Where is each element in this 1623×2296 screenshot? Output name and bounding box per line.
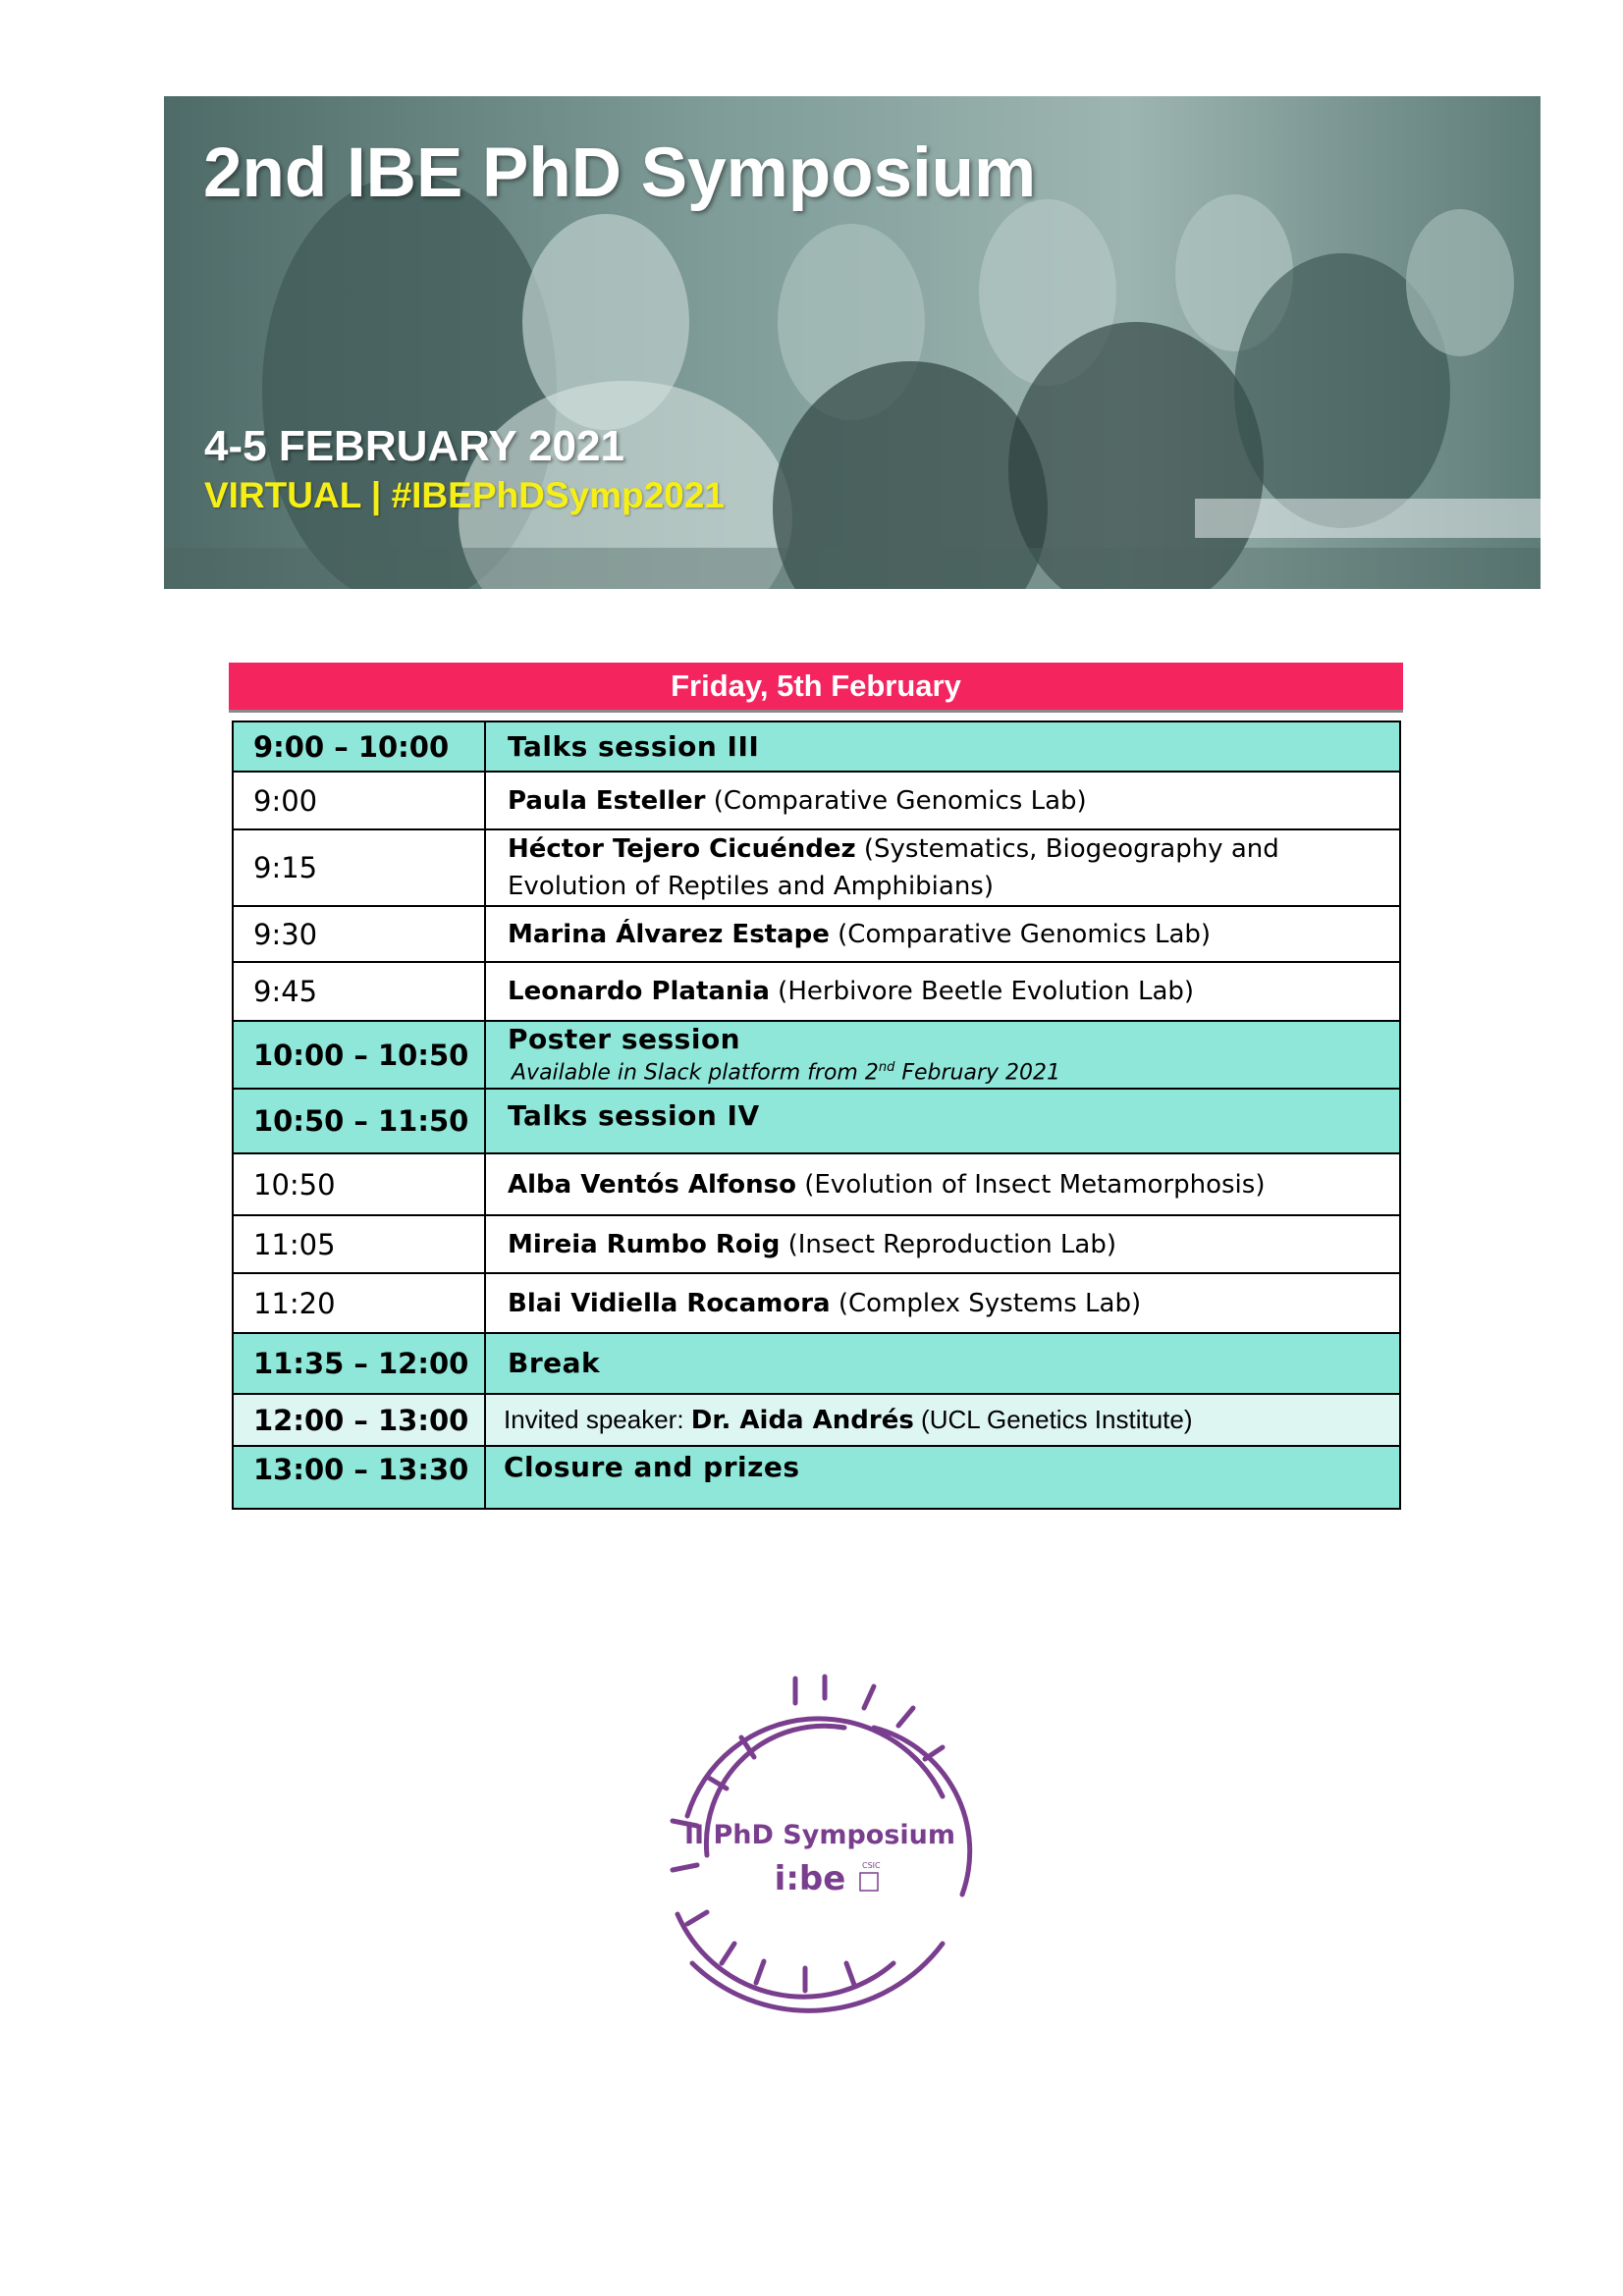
speaker-name: Marina Álvarez Estape xyxy=(508,919,830,949)
time-cell: 9:15 xyxy=(234,830,486,905)
table-row xyxy=(234,1090,1399,1154)
speaker-name: Mireia Rumbo Roig xyxy=(508,1229,781,1259)
table-row xyxy=(234,773,1399,830)
session-note: Available in Slack platform from 2nd February 2021 xyxy=(512,1059,1060,1086)
speaker-affiliation: (Herbivore Beetle Evolution Lab) xyxy=(769,977,1195,1006)
header-banner xyxy=(164,96,1541,589)
table-row xyxy=(234,1395,1399,1447)
logo-small-text: CSIC xyxy=(862,1861,881,1870)
speaker-affiliation: (Evolution of Insect Metamorphosis) xyxy=(795,1169,1266,1200)
event-dates: 4-5 FEBRUARY 2021 xyxy=(204,422,624,470)
speaker-affiliation-line2: Evolution of Reptiles and Amphibians) xyxy=(508,872,994,901)
time-cell: 9:00 xyxy=(234,773,486,828)
speaker-name: Leonardo Platania xyxy=(508,977,770,1006)
session-title: Talks session III xyxy=(508,729,760,763)
time-cell: 9:30 xyxy=(234,907,486,961)
speaker-name: Dr. Aida Andrés xyxy=(690,1406,914,1435)
speaker-affiliation: (Comparative Genomics Lab) xyxy=(705,785,1087,816)
speaker-affiliation: (Insect Reproduction Lab) xyxy=(780,1229,1116,1259)
table-row xyxy=(234,963,1399,1022)
symposium-logo xyxy=(648,1669,992,2032)
event-cell xyxy=(486,1216,1399,1272)
table-row xyxy=(234,1154,1399,1216)
event-cell xyxy=(486,830,1399,905)
table-row xyxy=(234,1274,1399,1334)
time-cell: 9:00 – 10:00 xyxy=(234,722,486,771)
event-title: 2nd IBE PhD Symposium xyxy=(203,134,1037,212)
table-row xyxy=(234,1447,1399,1508)
time-cell: 11:05 xyxy=(234,1216,486,1272)
time-cell: 11:20 xyxy=(234,1274,486,1332)
session-title: Break xyxy=(508,1347,601,1379)
schedule-table xyxy=(232,721,1401,1510)
event-cell xyxy=(486,773,1399,828)
speaker-affiliation: (Comparative Genomics Lab) xyxy=(829,919,1212,949)
speaker-name: Héctor Tejero Cicuéndez xyxy=(508,834,856,864)
speaker-name: Blai Vidiella Rocamora xyxy=(508,1288,831,1318)
event-cell xyxy=(486,907,1399,961)
event-cell xyxy=(486,1274,1399,1332)
session-title: Talks session IV xyxy=(508,1099,760,1132)
event-hashtag: VIRTUAL | #IBEPhDSymp2021 xyxy=(204,475,725,515)
speaker-affiliation: (Complex Systems Lab) xyxy=(830,1288,1142,1318)
time-cell: 10:50 xyxy=(234,1154,486,1214)
speaker-name: Paula Esteller xyxy=(508,785,706,816)
day-header: Friday, 5th February xyxy=(229,663,1403,713)
time-cell: 11:35 – 12:00 xyxy=(234,1334,486,1393)
table-row xyxy=(234,1334,1399,1395)
time-cell: 13:00 – 13:30 xyxy=(234,1447,486,1508)
table-row xyxy=(234,722,1399,773)
time-cell: 12:00 – 13:00 xyxy=(234,1395,486,1445)
table-row xyxy=(234,907,1399,963)
invited-prefix: Invited speaker: xyxy=(504,1405,691,1434)
speaker-name: Alba Ventós Alfonso xyxy=(508,1169,796,1200)
table-row xyxy=(234,1022,1399,1090)
event-cell xyxy=(486,1154,1399,1214)
event-cell xyxy=(486,963,1399,1020)
table-row xyxy=(234,1216,1399,1274)
event-cell xyxy=(486,1022,1399,1088)
event-cell xyxy=(486,1395,1399,1445)
time-cell: 10:00 – 10:50 xyxy=(234,1022,486,1088)
session-title: Poster session xyxy=(508,1022,741,1055)
logo-mark: i:be xyxy=(774,1859,846,1898)
session-title: Closure and prizes xyxy=(504,1451,800,1483)
speaker-affiliation: (UCL Genetics Institute) xyxy=(913,1405,1193,1434)
table-row xyxy=(234,830,1399,907)
logo-text: II PhD Symposium xyxy=(683,1820,956,1850)
time-cell: 10:50 – 11:50 xyxy=(234,1090,486,1152)
event-cell xyxy=(486,1090,1399,1152)
time-cell: 9:45 xyxy=(234,963,486,1020)
event-cell xyxy=(486,1334,1399,1393)
speaker-affiliation: (Systematics, Biogeography and xyxy=(855,834,1279,864)
event-cell xyxy=(486,1447,1399,1508)
event-cell xyxy=(486,722,1399,771)
